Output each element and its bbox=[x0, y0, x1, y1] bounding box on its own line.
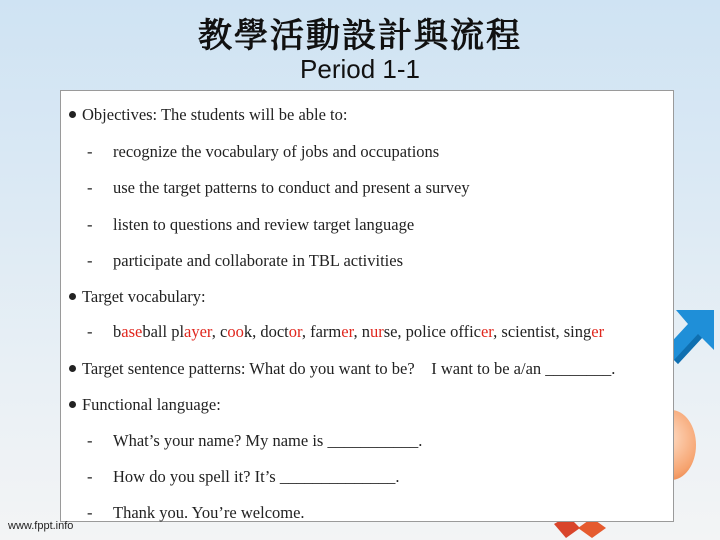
text-segment: , n bbox=[353, 322, 370, 341]
functional-heading: Functional language: bbox=[69, 395, 221, 415]
bullet-icon bbox=[69, 293, 76, 300]
patterns-heading: Target sentence patterns: What do you want to be? I want to be a/an ________. bbox=[69, 359, 615, 379]
footer-url: www.fppt.info bbox=[8, 520, 74, 532]
text-segment: b bbox=[113, 322, 122, 341]
text-segment: , c bbox=[211, 322, 228, 341]
highlighted-segment: or bbox=[288, 322, 302, 341]
bullet-icon bbox=[69, 401, 76, 408]
highlighted-segment: oo bbox=[227, 322, 244, 341]
objectives-heading: Objectives: The students will be able to: bbox=[69, 105, 347, 125]
highlighted-segment: ase bbox=[121, 322, 143, 341]
highlighted-segment: ayer bbox=[184, 322, 212, 341]
text-segment: k, doct bbox=[243, 322, 289, 341]
vocabulary-heading: Target vocabulary: bbox=[69, 287, 206, 307]
vocabulary-words bbox=[113, 322, 604, 342]
bullet-icon bbox=[69, 111, 76, 118]
text-segment: ball pl bbox=[142, 322, 185, 341]
slide-subtitle: Period 1-1 bbox=[300, 54, 420, 84]
highlighted-segment: er bbox=[480, 322, 494, 341]
bullet-icon bbox=[69, 365, 76, 372]
slide-title: 教學活動設計與流程 bbox=[198, 16, 522, 56]
text-segment: , farm bbox=[301, 322, 342, 341]
text-segment: , scientist, sing bbox=[493, 322, 592, 341]
highlighted-segment: er bbox=[341, 322, 354, 341]
highlighted-segment: er bbox=[591, 322, 605, 341]
highlighted-segment: ur bbox=[369, 322, 384, 341]
lesson-content-panel: Objectives: The students will be able to: - recognize the vocabulary of jobs and occupations - use the target patterns to conduct and present a survey - listen to questions and review target language - participate and collaborate in TBL activities Target vocabulary: - baseball player, cook, doctor, farmer, nurse, police officer, scientist, singer Target sentence patterns: What do you want to be? I want to be a/an ________. Functional language: - What’s your name? My name is ___________. - How do you spell it? It’s ______________. - Thank you. You’re welcome. bbox=[60, 90, 674, 522]
text-segment: se, police offic bbox=[383, 322, 481, 341]
